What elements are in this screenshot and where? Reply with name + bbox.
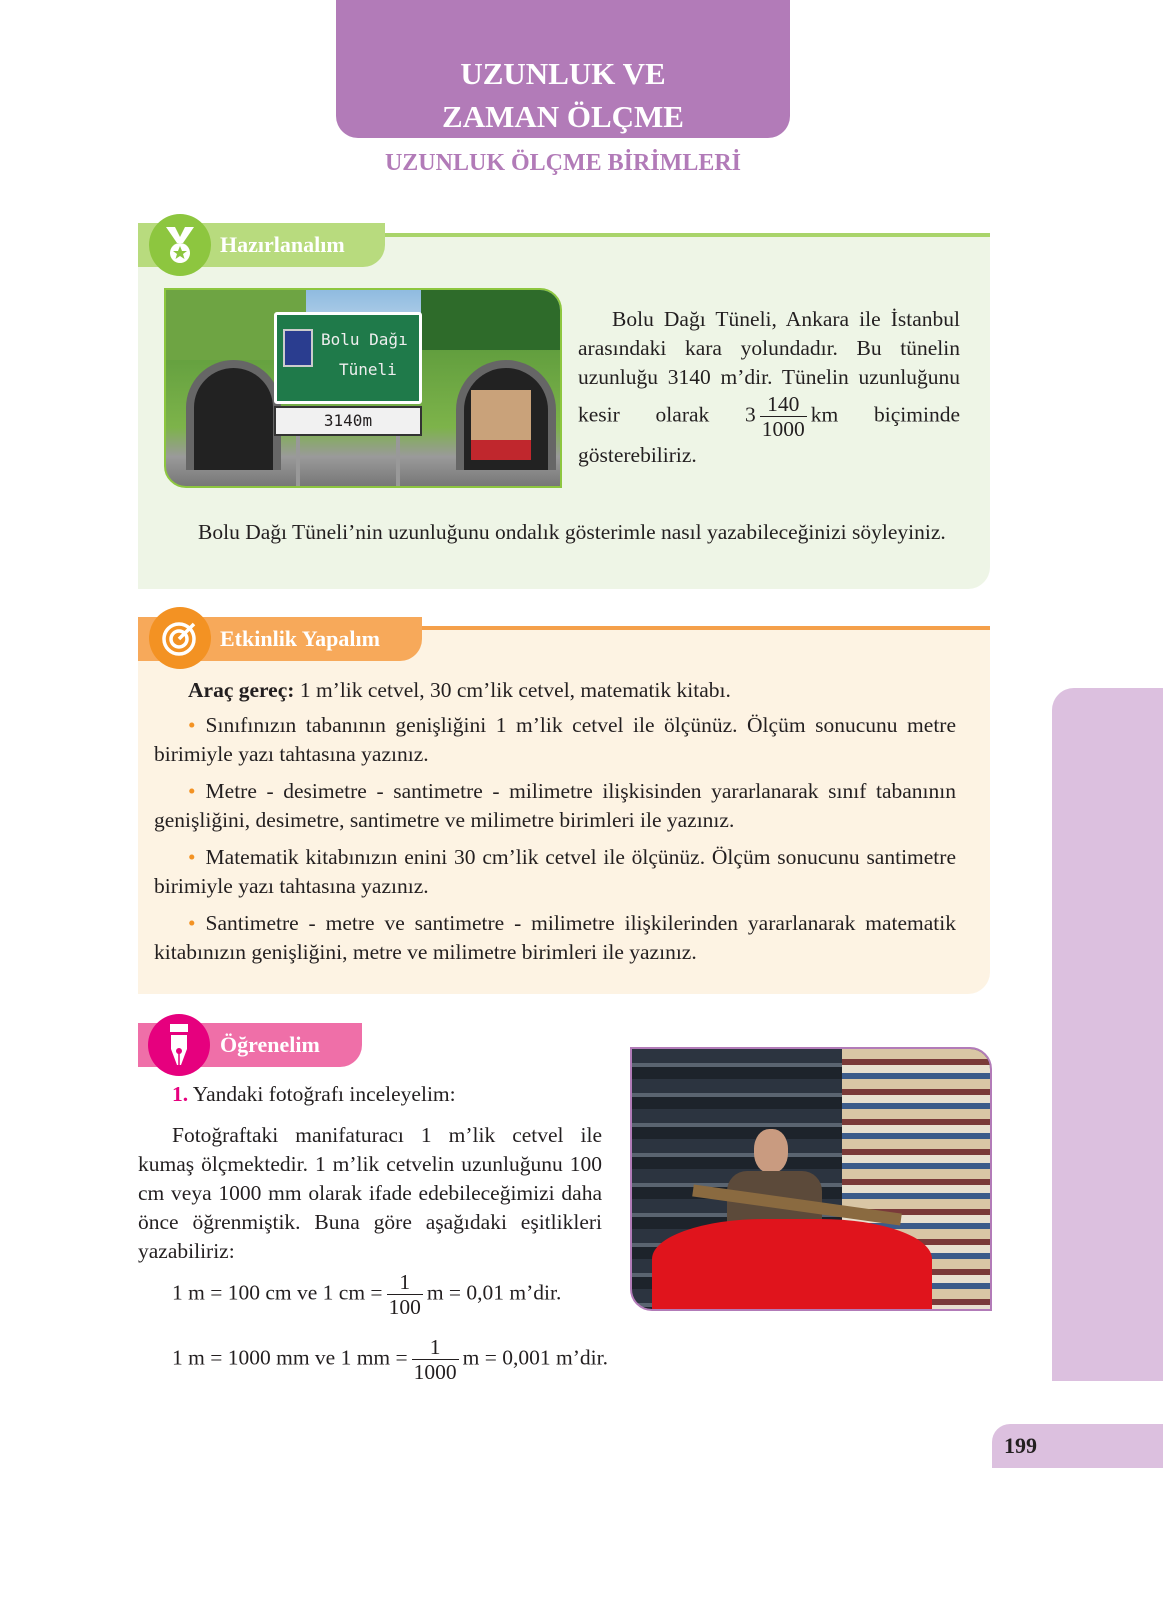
question-text: Bolu Dağı Tüneli’nin uzunluğunu ondalık gösterimle nasıl yazabileceğinizi söyleyiniz. (198, 520, 946, 544)
ogrenelim-content (138, 1080, 602, 1319)
explanation-paragraph: Fotoğraftaki manifaturacı 1 m’lik cetvel ile kumaş ölçmektedir. 1 m’lik cetvelin uzunluğunu 100 cm veya 1000 mm olarak ifade edebileceğimizi daha önce öğrenmiştik. Buna göre aşağıdaki eşitlikleri yazabiliriz: (138, 1123, 602, 1263)
eq1-numerator: 1 (387, 1270, 423, 1295)
materials-text: 1 m’lik cetvel, 30 cm’lik cetvel, matematik kitabı. (299, 678, 731, 702)
eq2-numerator: 1 (412, 1335, 459, 1360)
etkinlik-box (138, 626, 990, 994)
title-line-1: UZUNLUK VE (460, 56, 666, 91)
eq2-left: 1 m = 1000 mm ve 1 mm = (172, 1345, 408, 1370)
tunnel-text (578, 305, 960, 470)
title-line-2: ZAMAN ÖLÇME (442, 99, 684, 134)
sign-distance: 3140m (274, 406, 422, 436)
sign-text-1: Bolu Dağı (321, 330, 408, 349)
tunnel-text-1: Bolu Dağı Tüneli, Ankara ile İstanbul arasındaki kara yolundadır. Bu tünelin uzunluğu 3140 m’dir. Tünelin uzunluğunu kesir olarak 3 (578, 307, 960, 427)
etkinlik-content (154, 676, 956, 967)
item-number: 1. (172, 1082, 189, 1106)
bullet-item: • Matematik kitabınızın enini 30 cm’lik cetvel ile ölçünüz. Ölçüm sonucunu santimetre birimiyle yazı tahtasına yazınız. (154, 845, 956, 898)
bullet-item: • Sınıfınızın tabanının genişliğini 1 m’lik cetvel ile ölçünüz. Ölçüm sonucunu metre birimiyle yazı tahtasına yazınız. (154, 713, 956, 766)
eq2-right: m = 0,001 m’dir. (462, 1345, 608, 1370)
fraction-denominator: 1000 (761, 417, 805, 441)
bullet-text: Sınıfınızın tabanının genişliğini 1 m’lik cetvel ile ölçünüz. Ölçüm sonucunu metre birimiyle yazı tahtasına yazınız. (154, 713, 956, 766)
materials-label: Araç gereç: (188, 678, 295, 702)
bullet-item: • Metre - desimetre - santimetre - milimetre ilişkisinden yararlanarak sınıf tabanının genişliğini, desimetre, santimetre ve milimetre birimleri ile yazınız. (154, 779, 956, 832)
page-number: 199 (992, 1424, 1163, 1468)
side-tab (1052, 688, 1163, 1381)
equation-2 (172, 1335, 772, 1384)
eq1-denominator: 100 (388, 1295, 421, 1319)
fraction (760, 392, 807, 441)
hazirlanalim-box (138, 233, 990, 589)
fraction-numerator: 140 (760, 392, 807, 417)
equation-1 (138, 1270, 602, 1319)
eq2-denominator: 1000 (413, 1360, 457, 1384)
medal-icon (149, 214, 211, 276)
tunnel-left (186, 360, 281, 470)
eq1-left: 1 m = 100 cm ve 1 cm = (172, 1280, 383, 1305)
bullet-text: Santimetre - metre ve santimetre - milimetre ilişkilerinden yararlanarak matematik kitabınızın genişliğini, metre ve milimetre birimleri ile yazınız. (154, 911, 956, 964)
road-sign (274, 312, 422, 404)
eq1-right: m = 0,01 m’dir. (426, 1280, 562, 1305)
tunnel-photo (164, 288, 562, 488)
target-icon (149, 607, 211, 669)
fabric-shop-photo (630, 1047, 992, 1311)
bullet-text: Metre - desimetre - santimetre - milimetre ilişkisinden yararlanarak sınıf tabanının genişliğini, desimetre, santimetre ve milimetre birimleri ile yazınız. (154, 779, 956, 832)
bullet-item: • Santimetre - metre ve santimetre - milimetre ilişkilerinden yararlanarak matematik kitabınızın genişliğini, metre ve milimetre birimleri ile yazınız. (154, 911, 956, 964)
ogrenelim-label: Öğrenelim (138, 1023, 362, 1067)
pen-nib-icon (148, 1014, 210, 1076)
section-subtitle: UZUNLUK ÖLÇME BİRİMLERİ (384, 150, 742, 176)
bullet-text: Matematik kitabınızın enini 30 cm’lik cetvel ile ölçünüz. Ölçüm sonucunu santimetre birimiyle yazı tahtasına yazınız. (154, 845, 956, 898)
hazirlanalim-label: Hazırlanalım (138, 223, 385, 267)
sign-text-2: Tüneli (339, 360, 397, 379)
materials-line (154, 676, 956, 705)
tunnel-text-2: km biçiminde gösterebiliriz. (578, 402, 961, 467)
unit-title (336, 0, 790, 138)
etkinlik-label: Etkinlik Yapalım (138, 617, 422, 661)
item-text: Yandaki fotoğrafı inceleyelim: (192, 1082, 456, 1106)
